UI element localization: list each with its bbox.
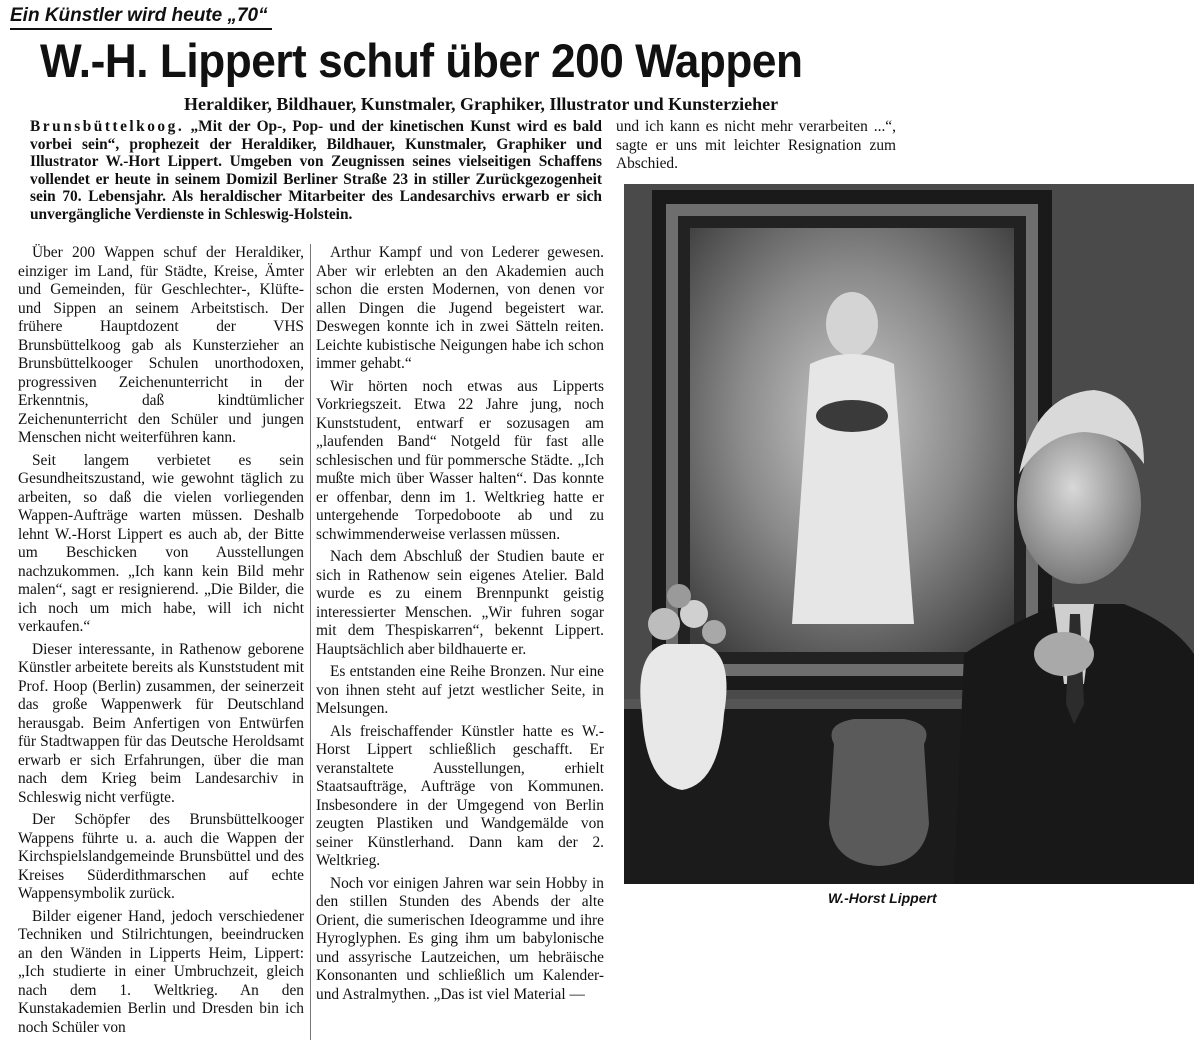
subheadline: Heraldiker, Bildhauer, Kunstmaler, Graphiker, Illustrator und Kunsterzieher [184, 94, 779, 114]
portrait-photo-illustration [624, 184, 1194, 884]
paragraph: Bilder eigener Hand, jedoch verschiedener Techniken und Stilrichtungen, beeindrucken an den Wänden in Lipperts Heim, Lippert: „Ich studierte in einer Umbruchzeit, gleich nach dem 1. Weltkrieg. An den Kunstakademien Berlin und Dresden bin ich noch Schüler von [18, 907, 304, 1036]
paragraph: Es entstanden eine Reihe Bronzen. Nur eine von ihnen steht auf jetzt westlicher Seite, in Melsungen. [316, 663, 604, 717]
paragraph: und ich kann es nicht mehr verarbeiten ...“, sagte er uns mit leichter Resignation zum Abschied. [616, 118, 896, 172]
paragraph: Der Schöpfer des Brunsbüttelkooger Wappens führte u. a. auch die Wappen der Kirchspielslandgemeinde Brunsbüttel und des Kreises Süderdithmarschen auf echte Wappensymbolik zurück. [18, 811, 304, 902]
paragraph: Seit langem verbietet es sein Gesundheitszustand, wie gewohnt täglich zu arbeiten, so daß die vielen vorliegenden Wappen-Aufträge warten müssen. Deshalb lehnt W.-Horst Lippert es auch ab, der Bitte um Beschicken von Ausstellungen nachzukommen. „Ich kann kein Bild mehr malen“, sagt er resignierend. „Die Bilder, die ich noch um mich habe, will ich nicht verkaufen.“ [18, 451, 304, 635]
intro-text: „Mit der Op-, Pop- und der kinetischen Kunst wird es bald vorbei sein“, prophezeit der Heraldiker, Bildhauer, Kunstmaler, Graphiker und Illustrator W.-Hort Lippert. Umgeben von Zeugnissen seines vielseitigen Schaffens vollendet er heute in seinem Domizil Berliner Straße 23 in stiller Zurückgezogenheit sein 70. Lebensjahr. Als heraldischer Mitarbeiter des Landesarchivs erwarb er sich unvergängliche Verdienste in Schleswig-Holstein. [30, 118, 602, 223]
kicker: Ein Künstler wird heute „70“ [10, 4, 272, 30]
intro-paragraph [30, 118, 602, 224]
article-column-2 [316, 244, 604, 1004]
paragraph: Wir hörten noch etwas aus Lipperts Vorkriegszeit. Etwa 22 Jahre jung, noch Kunststudent, entwarf er sozusagen am „laufenden Band“ Notgeld für fast alle schlesischen und für pommersche Städte. „Ich mußte mich über Wasser halten“. Das konnte er offenbar, denn im 1. Weltkrieg hatte er untergehende Torpedoboote ab und zu schwimmenderweise verlassen müssen. [316, 377, 604, 543]
paragraph: Über 200 Wappen schuf der Heraldiker, einziger im Land, für Städte, Kreise, Ämter und Gemeinden, für Geschlechter-, Klüfte- und Sippen an seinem Arbeitstisch. Der frühere Hauptdozent der VHS Brunsbüttelkoog gab als Kunsterzieher an Brunsbüttelkooger Schulen unorthodoxen, progressiven Zeichenunterricht in der Erkenntnis, daß kindtümlicher Zeichenunterricht den Schüler und jungen Menschen nicht weiterführen kann. [18, 244, 304, 446]
paragraph: Als freischaffender Künstler hatte es W.-Horst Lippert schließlich geschafft. Er veranstaltete Ausstellungen, erhielt Staatsaufträge, Aufträge von Kommunen. Insbesondere in der Umgegend von Berlin zeugten Plastiken und Wandgemälde von seiner Künstlerhand. Dann kam der 2. Weltkrieg. [316, 722, 604, 869]
paragraph: Arthur Kampf und von Lederer gewesen. Aber wir erlebten an den Akademien auch schon die ersten Modernen, von denen vor allen Dingen die Jugend begeistert war. Deswegen konnte ich in zwei Sätteln reiten. Leichte kubistische Neigungen habe ich schon immer gehabt.“ [316, 244, 604, 372]
dateline-place: Brunsbüttelkoog. [30, 118, 185, 135]
article-column-1 [18, 244, 304, 1037]
paragraph: Dieser interessante, in Rathenow geborene Künstler arbeitete bereits als Kunststudent mit Prof. Hoop (Berlin) zusammen, der seinerzeit das große Wappenwerk für Deutschland herausgab. Beim Anfertigen von Entwürfen für Stadtwappen für das Deutsche Heroldsamt erwarb er sich Erfahrungen, über die man nach dem Krieg beim Landesarchiv in Schleswig nicht verfügte. [18, 640, 304, 806]
column-divider [310, 244, 311, 1040]
paragraph: Noch vor einigen Jahren war sein Hobby in den stillen Stunden des Abends der alte Orient, die sumerischen Ideogramme und ihre Hyroglyphen. Es ging ihm um babylonische und assyrische Lautzeichen, um hebräische Konsonanten und schließlich um Kalender- und Astralmythen. „Das ist viel Material — [316, 874, 604, 1003]
headline: W.-H. Lippert schuf über 200 Wappen [40, 34, 803, 87]
portrait-photo [624, 184, 1194, 884]
article-column-3 [616, 118, 896, 174]
paragraph: Nach dem Abschluß der Studien baute er sich in Rathenow sein eigenes Atelier. Bald wurde es zu einem Brennpunkt geistig interessierter Menschen. „Wir fuhren sogar mit dem Thespiskarren“, bekennt Lippert. Hauptsächlich aber bildhauerte er. [316, 548, 604, 658]
photo-caption: W.-Horst Lippert [828, 890, 937, 906]
